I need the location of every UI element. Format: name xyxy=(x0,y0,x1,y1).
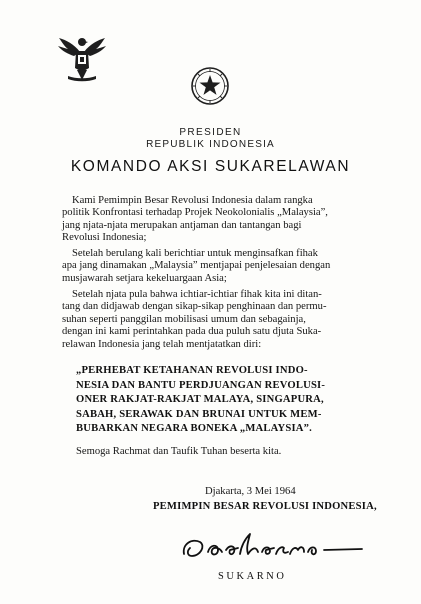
paragraph-line: apa jang dinamakan „Malaysia” mentjapai penjelesaian dengan xyxy=(62,260,331,272)
paragraph-line: relawan Indonesia jang telah mentjatatkan diri: xyxy=(62,338,262,350)
paragraph-line: suhan seperti panggilan mobilisasi umum dan sebagainja, xyxy=(62,313,306,325)
presidential-seal-icon xyxy=(190,66,230,106)
header-line-president: PRESIDEN xyxy=(179,127,242,138)
signer-name: SUKARNO xyxy=(218,571,287,582)
garuda-pancasila-icon xyxy=(56,32,108,84)
paragraph-3 xyxy=(62,289,368,351)
place-date: Djakarta, 3 Mei 1964 xyxy=(205,486,296,497)
paragraph-line: tang dan didjawab dengan sikap-sikap penghinaan dan permu- xyxy=(62,301,327,313)
command-line: BUBARKAN NEGARA BONEKA „MALAYSIA”. xyxy=(76,423,312,435)
paragraph-line: Setelah berulang kali berichtiar untuk menginsafkan fihak xyxy=(72,248,318,259)
handwritten-signature xyxy=(178,524,368,570)
paragraph-line: dengan ini kami perintahkan pada dua puluh satu djuta Suka- xyxy=(62,326,322,338)
paragraph-line: Revolusi Indonesia; xyxy=(62,232,147,244)
signer-title: PEMIMPIN BESAR REVOLUSI INDONESIA, xyxy=(153,501,377,512)
paragraph-line: jang njata-njata merupakan antjaman dan tantangan bagi xyxy=(62,219,302,231)
paragraph-2 xyxy=(62,248,368,285)
paragraph-line: musjawarah setjara kekeluargaan Asia; xyxy=(62,272,227,284)
command-line: ONER RAKJAT-RAKJAT MALAYA, SINGAPURA, xyxy=(76,394,324,406)
closing-blessing: Semoga Rachmat dan Taufik Tuhan beserta kita. xyxy=(76,446,282,457)
document-title: KOMANDO AKSI SUKARELAWAN xyxy=(70,158,351,175)
paragraph-line: politik Konfrontasi terhadap Projek Neokolonialis „Malaysia”, xyxy=(62,207,328,219)
command-line: „PERHEBAT KETAHANAN REVOLUSI INDO- xyxy=(76,365,308,376)
paragraph-line: Setelah njata pula bahwa ichtiar-ichtiar fihak kita ini ditan- xyxy=(72,289,322,300)
command-line: SABAH, SERAWAK DAN BRUNAI UNTUK MEM- xyxy=(76,408,322,420)
paragraph-line: Kami Pemimpin Besar Revolusi Indonesia dalam rangka xyxy=(72,195,313,206)
paragraph-1 xyxy=(62,195,368,245)
header-line-republic: REPUBLIK INDONESIA xyxy=(146,139,275,150)
command-block xyxy=(76,364,366,437)
command-line: NESIA DAN BANTU PERDJUANGAN REVOLUSI- xyxy=(76,379,326,391)
